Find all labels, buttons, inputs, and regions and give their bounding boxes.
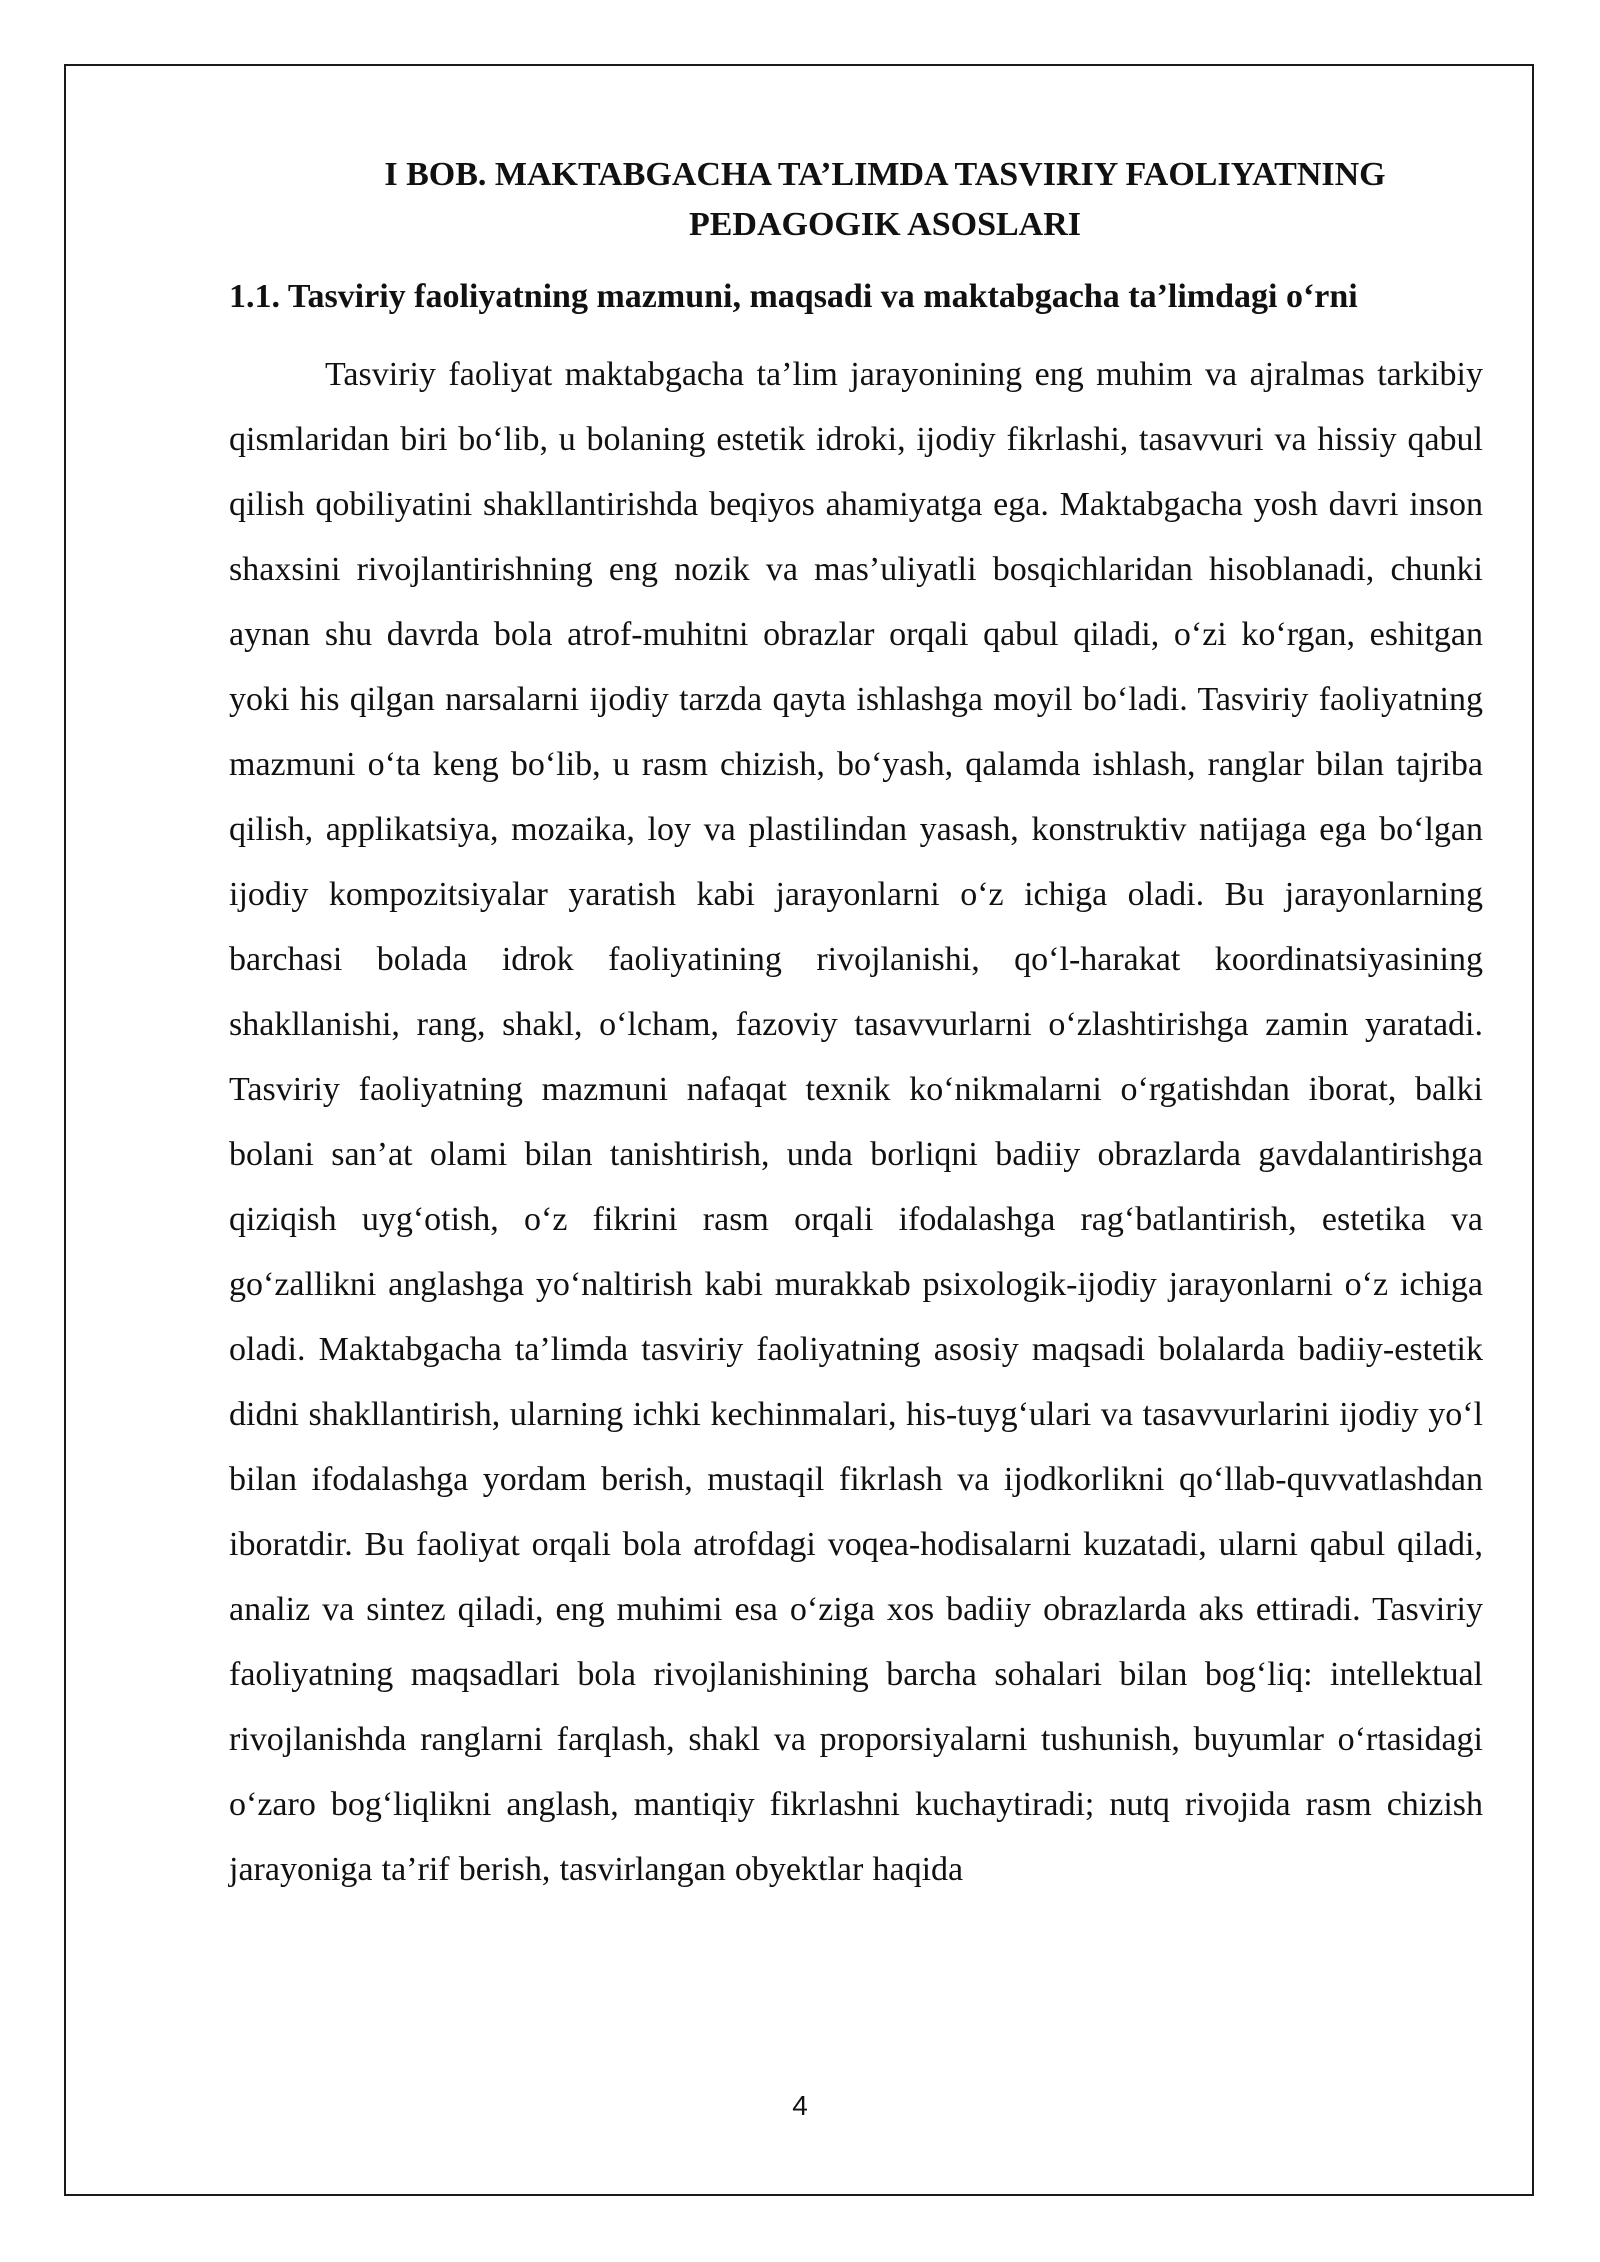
chapter-title <box>229 150 1483 250</box>
chapter-title-line-2: PEDAGOGIK ASOSLARI <box>688 206 1082 243</box>
document-content <box>229 150 1483 1902</box>
body-paragraph: Tasviriy faoliyat maktabgacha ta’lim jarayonining eng muhim va ajralmas tarkibiy qismlaridan biri bo‘lib, u bolaning estetik idroki, ijodiy fikrlashi, tasavvuri va hissiy qabul qilish qobiliyatini shakllantirishda beqiyos ahamiyatga ega. Maktabgacha yosh davri inson shaxsini rivojlantirishning eng nozik va mas’uliyatli bosqichlaridan hisoblanadi, chunki aynan shu davrda bola atrof-muhitni obrazlar orqali qabul qiladi, o‘zi ko‘rgan, eshitgan yoki his qilgan narsalarni ijodiy tarzda qayta ishlashga moyil bo‘ladi. Tasviriy faoliyatning mazmuni o‘ta keng bo‘lib, u rasm chizish, bo‘yash, qalamda ishlash, ranglar bilan tajriba qilish, applikatsiya, mozaika, loy va plastilindan yasash, konstruktiv natijaga ega bo‘lgan ijodiy kompozitsiyalar yaratish kabi jarayonlarni o‘z ichiga oladi. Bu jarayonlarning barchasi bolada idrok faoliyatining rivojlanishi, qo‘l-harakat koordinatsiyasining shakllanishi, rang, shakl, o‘lcham, fazoviy tasavvurlarni o‘zlashtirishga zamin yaratadi. Tasviriy faoliyatning mazmuni nafaqat texnik ko‘nikmalarni o‘rgatishdan iborat, balki bolani san’at olami bilan tanishtirish, unda borliqni badiiy obrazlarda gavdalantirishga qiziqish uyg‘otish, o‘z fikrini rasm orqali ifodalashga rag‘batlantirish, estetika va go‘zallikni anglashga yo‘naltirish kabi murakkab psixologik-ijodiy jarayonlarni o‘z ichiga oladi. Maktabgacha ta’limda tasviriy faoliyatning asosiy maqsadi bolalarda badiiy-estetik didni shakllantirish, ularning ichki kechinmalari, his-tuyg‘ulari va tasavvurlarini ijodiy yo‘l bilan ifodalashga yordam berish, mustaqil fikrlash va ijodkorlikni qo‘llab-quvvatlashdan iboratdir. Bu faoliyat orqali bola atrofdagi voqea-hodisalarni kuzatadi, ularni qabul qiladi, analiz va sintez qiladi, eng muhimi esa o‘ziga xos badiiy obrazlarda aks ettiradi. Tasviriy faoliyatning maqsadlari bola rivojlanishining barcha sohalari bilan bog‘liq: intellektual rivojlanishda ranglarni farqlash, shakl va proporsiyalarni tushunish, buyumlar o‘rtasidagi o‘zaro bog‘liqlikni anglash, mantiqiy fikrlashni kuchaytiradi; nutq rivojida rasm chizish jarayoniga ta’rif berish, tasvirlangan obyektlar haqida <box>229 356 1483 1888</box>
chapter-title-line-1: I BOB. MAKTABGACHA TA’LIMDA TASVIRIY FAOLIYATNING <box>384 156 1386 193</box>
page-number: 4 <box>792 2090 808 2121</box>
section-title: 1.1. Tasviriy faoliyatning mazmuni, maqsadi va maktabgacha ta’limdagi o‘rni <box>229 278 1358 315</box>
